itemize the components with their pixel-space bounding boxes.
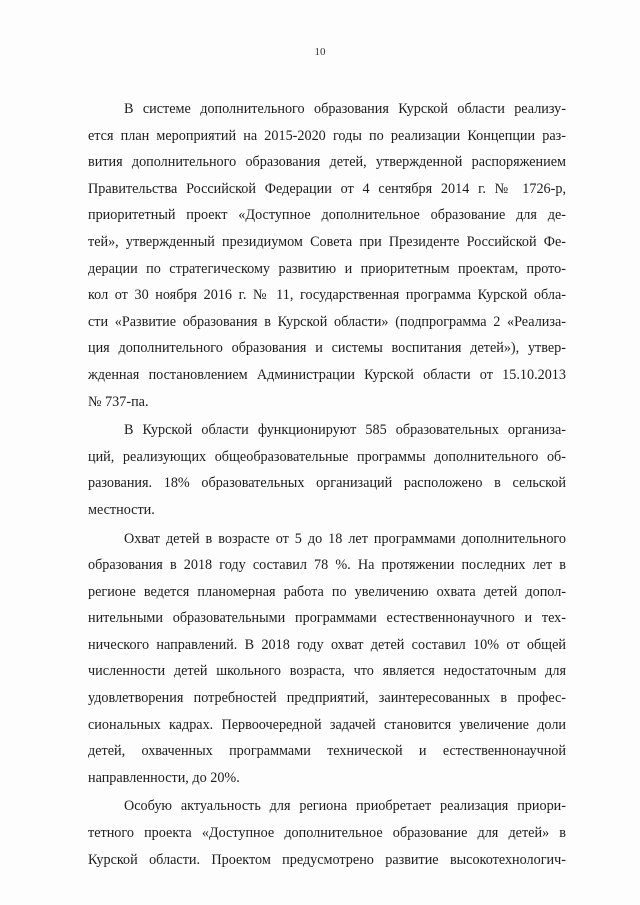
text-line: нического направлений. В 2018 году охват детей составил 10% от общей	[88, 636, 566, 653]
text-line: ция дополнительного образования и системы воспитания детей»), утвер-	[88, 340, 566, 357]
text-line: сиональных кадрах. Первоочередной задачей становится увеличение доли	[88, 716, 566, 733]
text-line: тей», утвержденный президиумом Совета при Президенте Российской Фе-	[88, 233, 566, 250]
paragraph	[88, 526, 566, 792]
text-line: Правительства Российской Федерации от 4 сентября 2014 г. № 1726-р,	[88, 180, 566, 197]
text-line: сти «Развитие образования в Курской области» (подпрограмма 2 «Реализа-	[88, 313, 566, 330]
text-line: разования. 18% образовательных организаций расположено в сельской	[88, 475, 566, 492]
text-line: жденная постановлением Администрации Курской области от 15.10.2013	[88, 366, 566, 383]
text-line: приоритетный проект «Доступное дополнительное образование для де-	[88, 207, 566, 224]
text-line: местности.	[88, 501, 155, 518]
text-line: нительными образовательными программами естественнонаучного и тех-	[88, 610, 566, 627]
page-number: 10	[314, 46, 326, 58]
paragraph	[88, 793, 566, 873]
text-line: численности детей школьного возраста, что является недостаточным для	[88, 663, 566, 680]
paragraph	[88, 417, 566, 523]
paragraph	[88, 96, 566, 415]
text-line: ций, реализующих общеобразовательные программы дополнительного об-	[88, 448, 566, 465]
text-line: вития дополнительного образования детей, утвержденной распоряжением	[88, 154, 566, 171]
text-line: Курской области. Проектом предусмотрено развитие высокотехнологич-	[88, 851, 566, 868]
text-line: ется план мероприятий на 2015-2020 годы по реализации Концепции раз-	[88, 127, 566, 144]
text-line: тетного проекта «Доступное дополнительное образование для детей» в	[88, 825, 566, 842]
text-line: кол от 30 ноября 2016 г. № 11, государственная программа Курской обла-	[88, 287, 566, 304]
text-line: В Курской области функционируют 585 образовательных организа-	[124, 422, 566, 439]
text-line: детей, охваченных программами технической и естественнонаучной	[88, 743, 566, 760]
text-line: регионе ведется планомерная работа по увеличению охвата детей допол-	[88, 583, 566, 600]
text-line: направленности, до 20%.	[88, 769, 240, 786]
text-line: Особую актуальность для региона приобретает реализация приори-	[124, 798, 566, 815]
text-line: В системе дополнительного образования Курской области реализу-	[124, 101, 566, 117]
text-line: № 737-па.	[88, 393, 149, 410]
text-line: дерации по стратегическому развитию и приоритетным проектам, прото-	[88, 260, 566, 277]
body-text	[88, 96, 566, 873]
text-line: образования в 2018 году составил 78 %. На протяжении последних лет в	[88, 557, 566, 574]
text-line: удовлетворения потребностей предприятий, заинтересованных в профес-	[88, 690, 566, 707]
text-line: Охват детей в возрасте от 5 до 18 лет программами дополнительного	[124, 530, 566, 547]
